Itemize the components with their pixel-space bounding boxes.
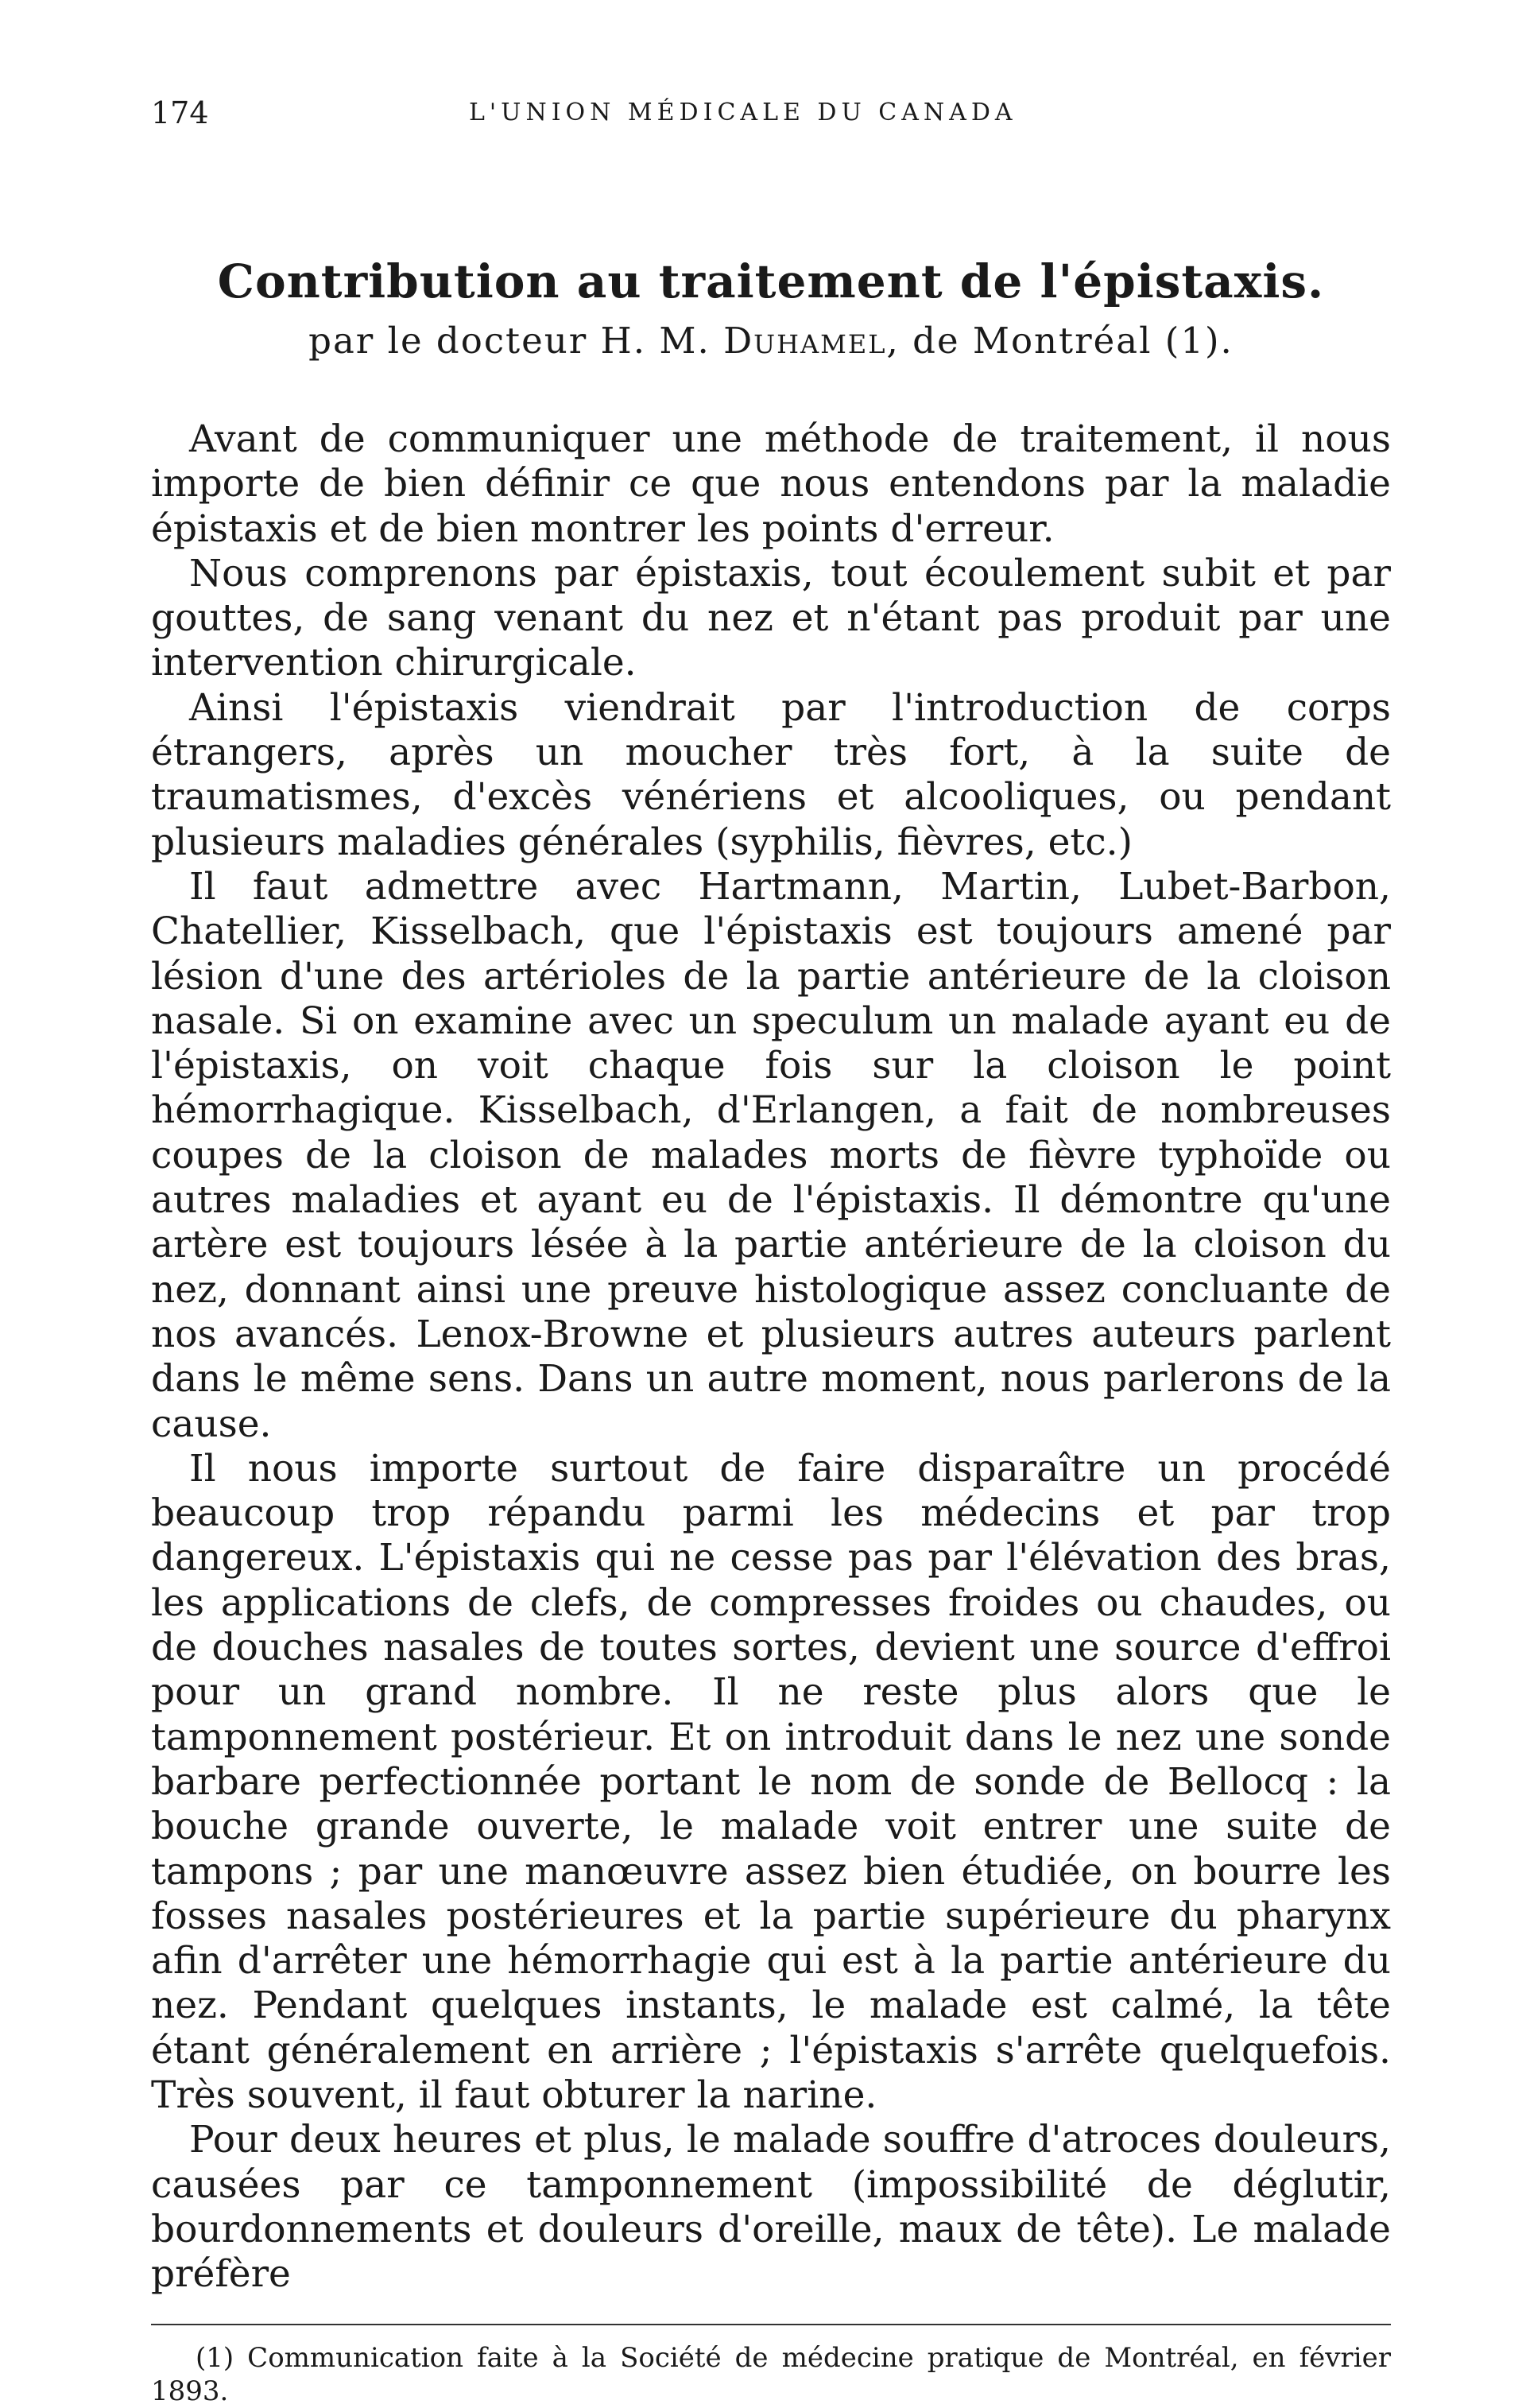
paragraph-4: Il faut admettre avec Hartmann, Martin, Lubet-Barbon, Chatellier, Kisselbach, que l'épistaxis est toujours amené par lésion d'une des artérioles de la partie antérieure de la cloison nasale. Si on examine avec un speculum un malade ayant eu de l'épistaxis, on voit chaque fois sur la cloison le point hémorrhagique. Kisselbach, d'Erlangen, a fait de nombreuses coupes de la cloison de malades morts de fièvre typhoïde ou autres maladies et ayant eu de l'épistaxis. Il démontre qu'une artère est toujours lésée à la partie antérieure de la cloison du nez, donnant ainsi une preuve histologique assez concluante de nos avancés. Lenox-Browne et plusieurs autres auteurs parlent dans le même sens. Dans un autre moment, nous parlerons de la cause.: [151, 864, 1391, 1446]
paragraph-1: Avant de communiquer une méthode de traitement, il nous importe de bien définir ce que nous entendons par la maladie épistaxis et de bien montrer les points d'erreur.: [151, 417, 1391, 551]
paragraph-2: Nous comprenons par épistaxis, tout écoulement subit et par gouttes, de sang venant du nez et n'étant pas produit par une intervention chirurgicale.: [151, 551, 1391, 685]
byline-suffix: , de Montréal (1).: [886, 320, 1234, 362]
footnote-divider: [151, 2324, 1391, 2325]
byline-author: Duhamel: [723, 320, 887, 362]
paragraph-3: Ainsi l'épistaxis viendrait par l'introduction de corps étrangers, après un moucher très fort, à la suite de traumatismes, d'excès vénériens et alcooliques, ou pendant plusieurs maladies générales (syphilis, fièvres, etc.): [151, 685, 1391, 864]
article-body: [151, 417, 1391, 2297]
byline-prefix: par le docteur H. M.: [308, 320, 711, 362]
page-number: 174: [151, 95, 209, 130]
paragraph-5: Il nous importe surtout de faire disparaître un procédé beaucoup trop répandu parmi les médecins et par trop dangereux. L'épistaxis qui ne cesse pas par l'élévation des bras, les applications de clefs, de compresses froides ou chaudes, ou de douches nasales de toutes sortes, devient une source d'effroi pour un grand nombre. Il ne reste plus alors que le tamponnement postérieur. Et on introduit dans le nez une sonde barbare perfectionnée portant le nom de sonde de Bellocq : la bouche grande ouverte, le malade voit entrer une suite de tampons ; par une manœuvre assez bien étudiée, on bourre les fosses nasales postérieures et la partie supérieure du pharynx afin d'arrêter une hémorrhagie qui est à la partie antérieure du nez. Pendant quelques instants, le malade est calmé, la tête étant généralement en arrière ; l'épistaxis s'arrête quelquefois. Très souvent, il faut obturer la narine.: [151, 1446, 1391, 2117]
document-page: [151, 87, 1391, 2408]
paragraph-6: Pour deux heures et plus, le malade souffre d'atroces douleurs, causées par ce tamponnement (impossibilité de déglutir, bourdonnements et douleurs d'oreille, maux de tête). Le malade préfère: [151, 2118, 1391, 2297]
article-title: Contribution au traitement de l'épistaxis.: [217, 254, 1325, 308]
footnote: (1) Communication faite à la Société de médecine pratique de Montréal, en février 1893.: [151, 2342, 1391, 2408]
running-header: [151, 87, 1391, 135]
article-byline: [151, 320, 1391, 362]
journal-title: L'UNION MÉDICALE DU CANADA: [469, 99, 1017, 126]
